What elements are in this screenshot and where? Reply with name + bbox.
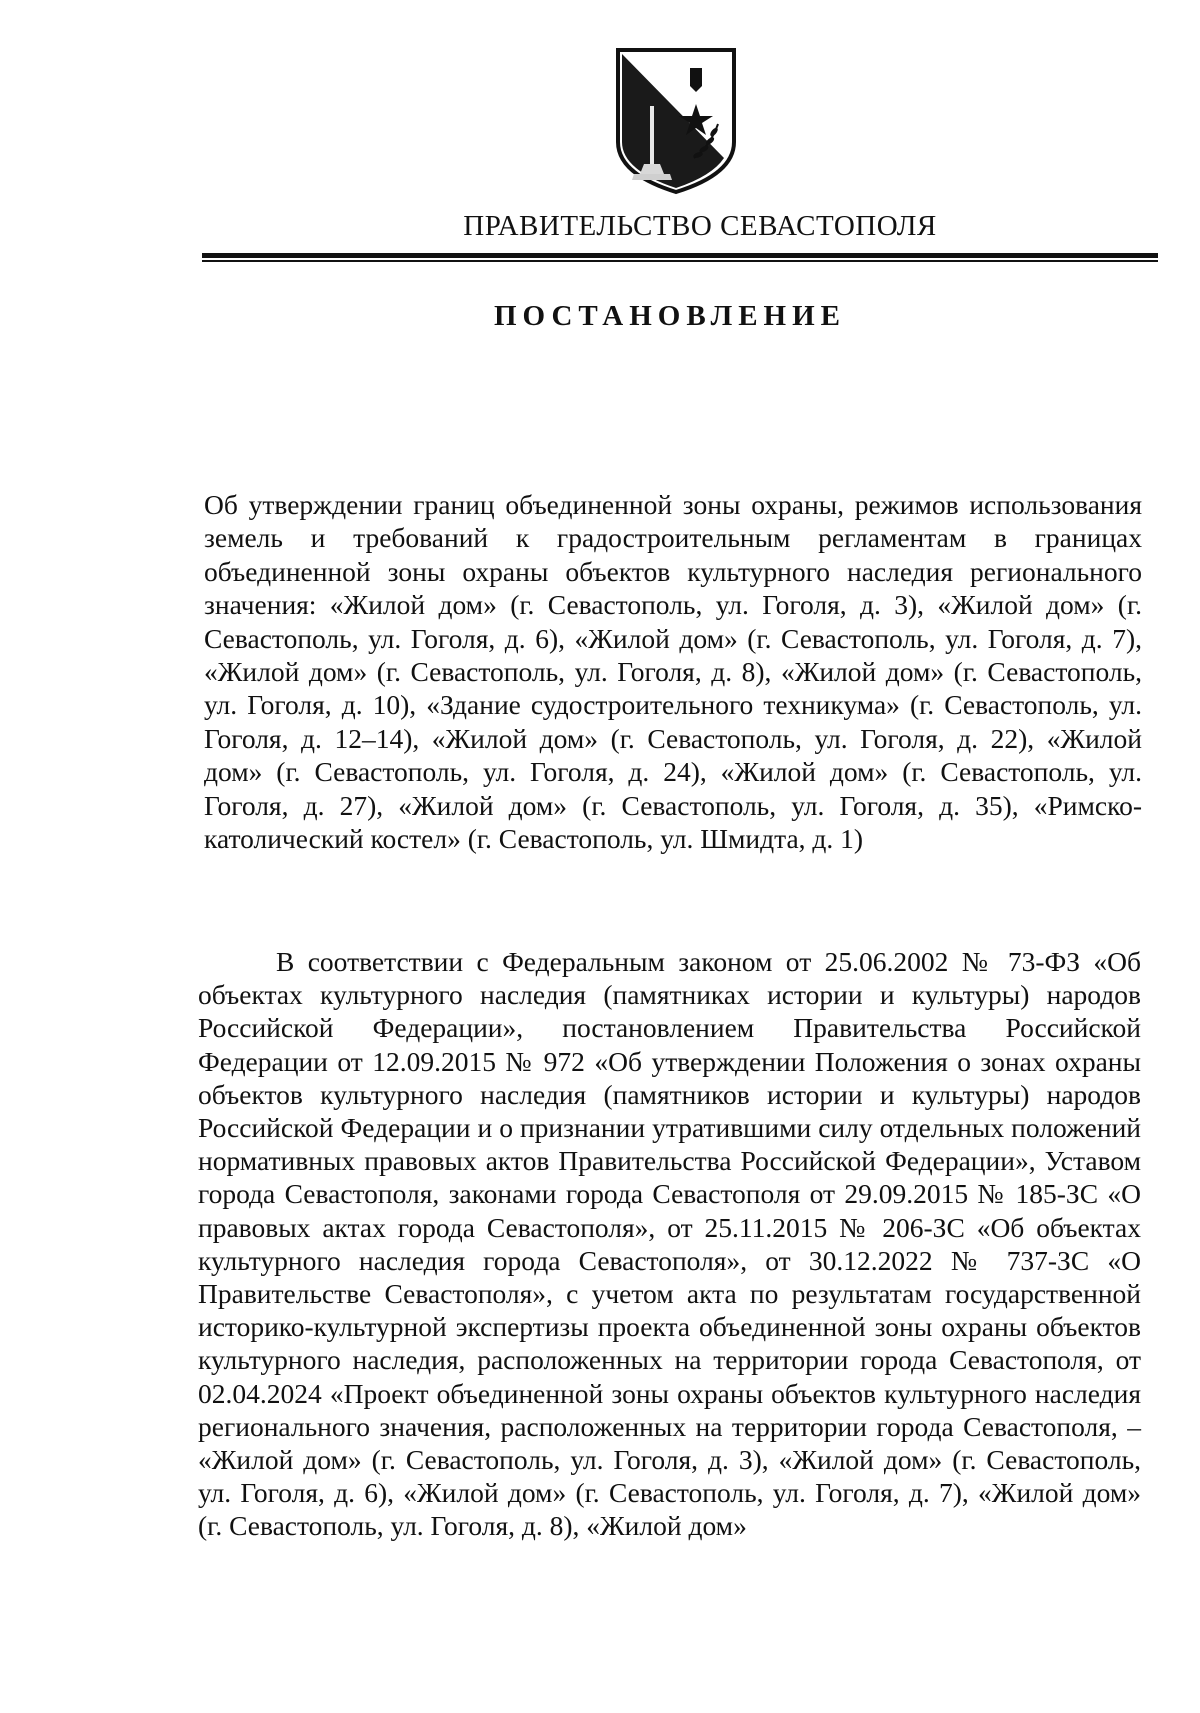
document-type-heading: ПОСТАНОВЛЕНИЕ [493,300,846,332]
organization-name: ПРАВИТЕЛЬСТВО СЕВАСТОПОЛЯ [463,210,937,242]
document-title: Об утверждении границ объединенной зоны охраны, режимов использования земель и требований к градостроительным регламентам в границах объединенной зоны охраны объектов культурного наследия регионального значения: «Жилой дом» (г. Севастополь, ул. Гоголя, д. 3), «Жилой дом» (г. Севастополь, ул. Гоголя, д. 6), «Жилой дом» (г. Севастополь, ул. Гоголя, д. 7), «Жилой дом» (г. Севастополь, ул. Гоголя, д. 8), «Жилой дом» (г. Севастополь, ул. Гоголя, д. 10), «Здание судостроительного техникума» (г. Севастополь, ул. Гоголя, д. 12–14), «Жилой дом» (г. Севастополь, ул. Гоголя, д. 22), «Жилой дом» (г. Севастополь, ул. Гоголя, д. 24), «Жилой дом» (г. Севастополь, ул. Гоголя, д. 27), «Жилой дом» (г. Севастополь, ул. Гоголя, д. 35), «Римско-католический костел» (г. Севастополь, ул. Шмидта, д. 1) [204,489,1142,855]
header-divider-thin [202,260,1158,262]
header-divider-thick [202,253,1158,258]
coat-of-arms-icon [614,46,738,196]
document-body-paragraph: В соответствии с Федеральным законом от 25.06.2002 № 73-ФЗ «Об объектах культурного наследия (памятниках истории и культуры) народов Российской Федерации», постановлением Правительства Российской Федерации от 12.09.2015 № 972 «Об утверждении Положения о зонах охраны объектов культурного наследия (памятников истории и культуры) народов Российской Федерации и о признании утратившими силу отдельных положений нормативных правовых актов Правительства Российской Федерации», Уставом города Севастополя, законами города Севастополя от 29.09.2015 № 185-ЗС «О правовых актах города Севастополя», от 25.11.2015 № 206-ЗС «Об объектах культурного наследия города Севастополя», от 30.12.2022 № 737-ЗС «О Правительстве Севастополя», с учетом акта по результатам государственной историко-культурной экспертизы проекта объединенной зоны охраны объектов культурного наследия, расположенных на территории города Севастополя, от 02.04.2024 «Проект объединенной зоны охраны объектов культурного наследия регионального значения, расположенных на территории города Севастополя, – «Жилой дом» (г. Севастополь, ул. Гоголя, д. 3), «Жилой дом» (г. Севастополь, ул. Гоголя, д. 6), «Жилой дом» (г. Севастополь, ул. Гоголя, д. 7), «Жилой дом» (г. Севастополь, ул. Гоголя, д. 8), «Жилой дом» [198,946,1141,1542]
